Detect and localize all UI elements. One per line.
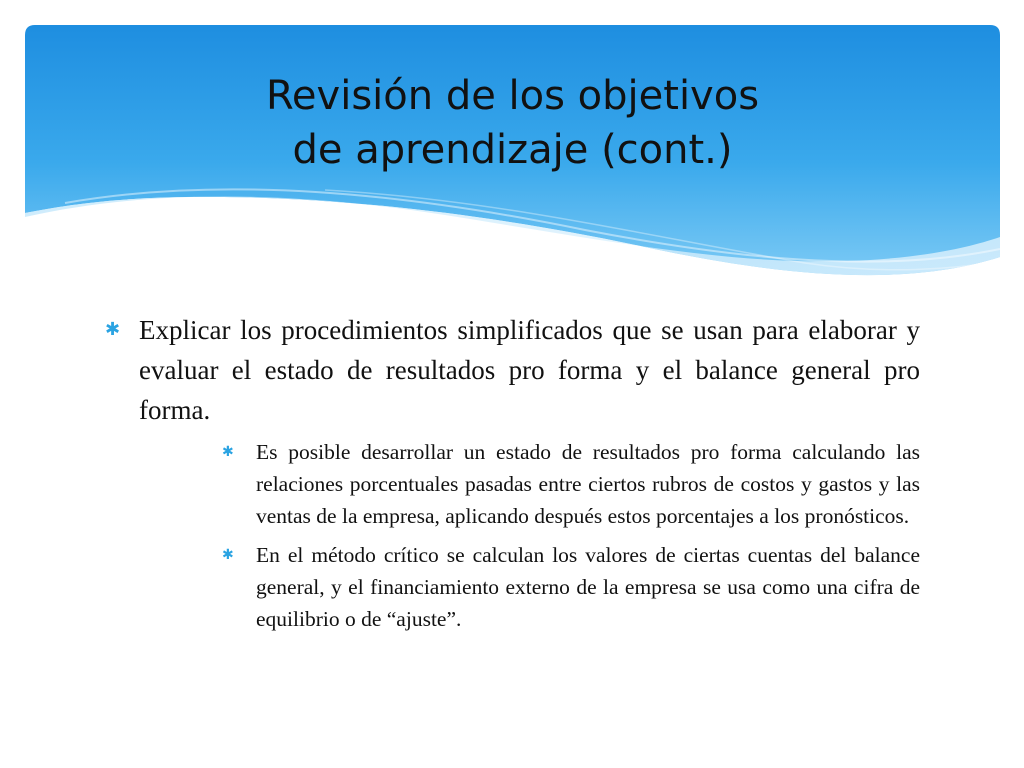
bullet-main (105, 310, 920, 430)
title-line-1: Revisión de los objetivos (265, 73, 760, 119)
slide-title (25, 69, 1000, 177)
asterisk-icon: ✱ (222, 547, 234, 563)
title-line-2: de aprendizaje (cont.) (292, 127, 733, 173)
sub-bullet-2-text: En el método crítico se calculan los valores de ciertas cuentas del balance general, y el financiamiento externo de la empresa se usa como una cifra de equilibrio o de “ajuste”. (256, 543, 920, 631)
header-banner (25, 25, 1000, 285)
bullet-main-text: Explicar los procedimientos simplificados que se usan para elaborar y evaluar el estado de resultados pro forma y el balance general pro forma. (139, 315, 920, 425)
sub-bullet-1-text: Es posible desarrollar un estado de resultados pro forma calculando las relaciones porcentuales pasadas entre ciertos rubros de costos y gastos y las ventas de la empresa, aplicando después estos porcentajes a los pronósticos. (256, 440, 920, 528)
sub-bullet-2 (222, 539, 920, 635)
sub-bullet-1 (222, 436, 920, 532)
slide-content (105, 310, 920, 635)
asterisk-icon: ✱ (222, 444, 234, 460)
asterisk-icon: ✱ (105, 319, 121, 340)
